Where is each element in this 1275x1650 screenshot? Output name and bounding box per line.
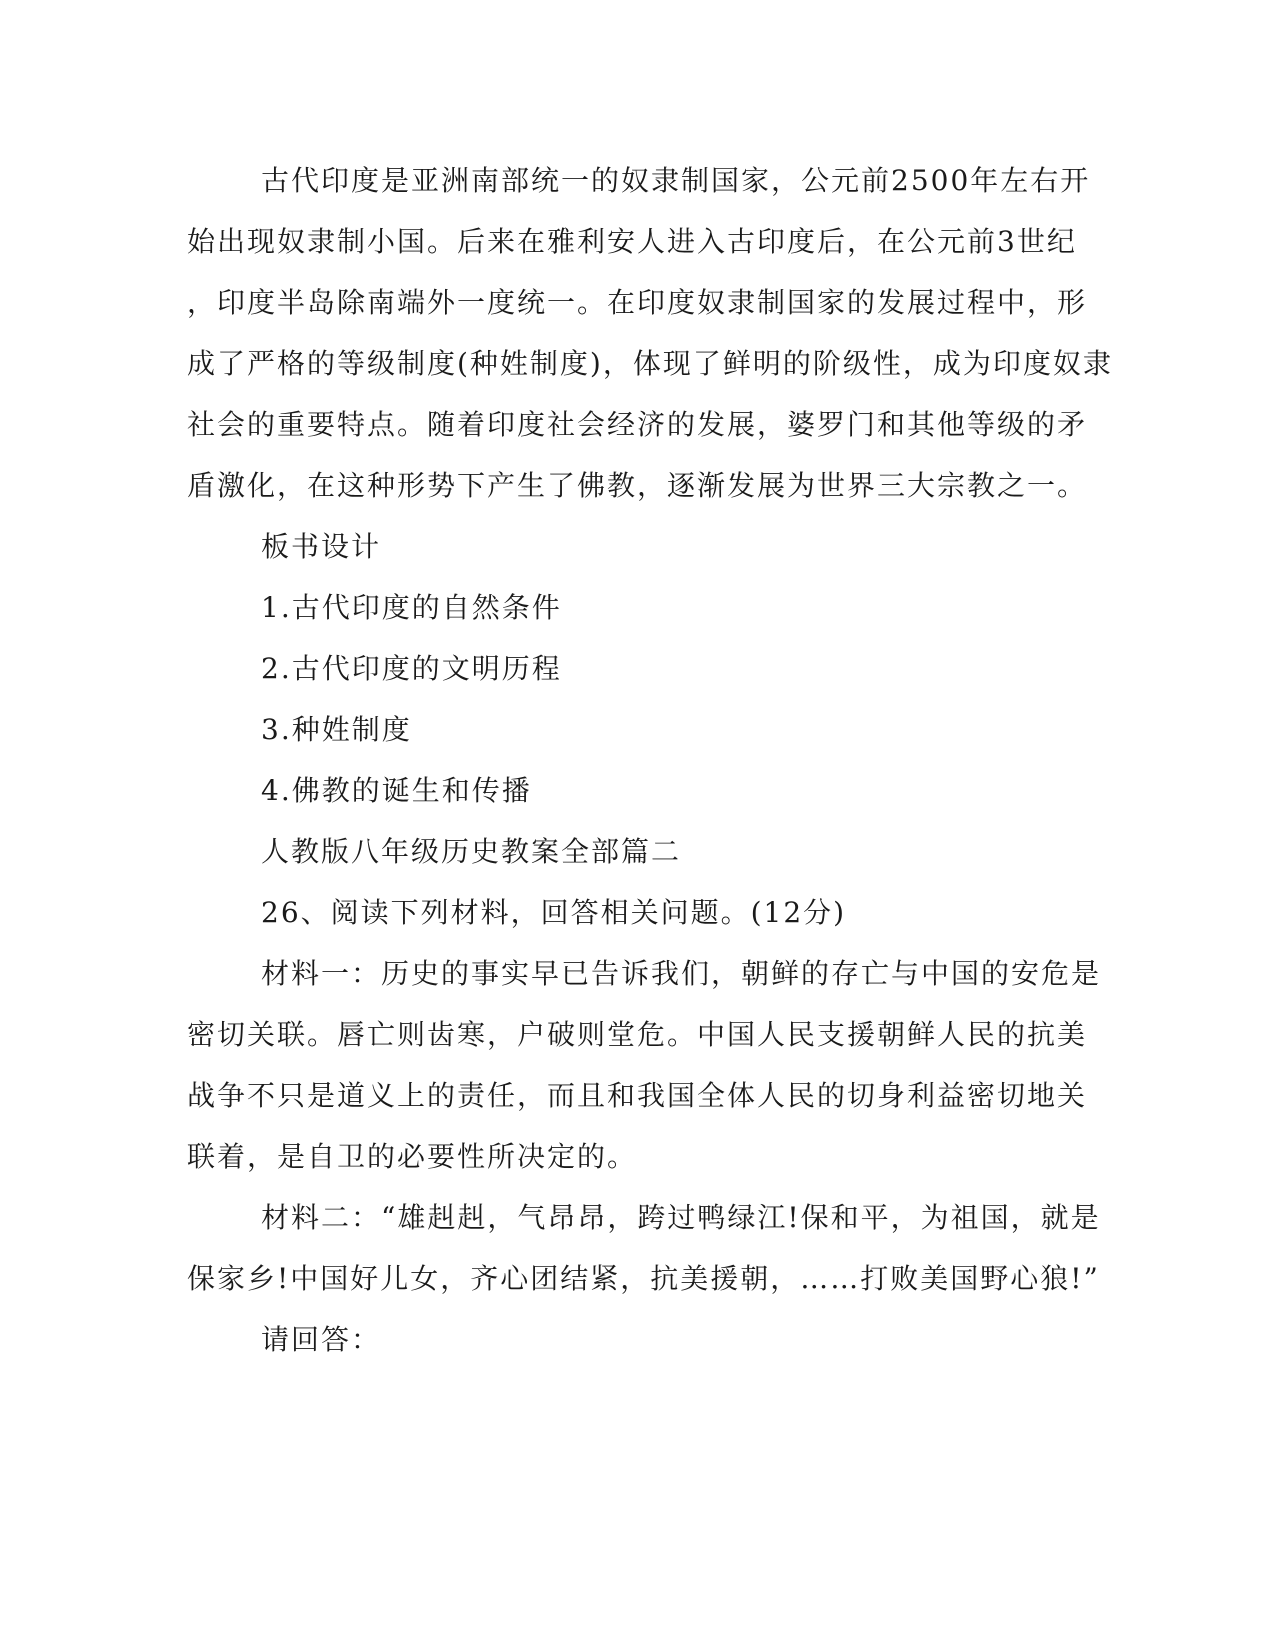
text-line: 社会的重要特点。随着印度社会经济的发展，婆罗门和其他等级的矛 (187, 408, 1088, 441)
board-design-list (187, 577, 1087, 821)
text-line: 密切关联。唇亡则齿寒，户破则堂危。中国人民支援朝鲜人民的抗美 (187, 1018, 1088, 1051)
list-item: 4.佛教的诞生和传播 (261, 774, 532, 807)
text-line: 成了严格的等级制度(种姓制度)，体现了鲜明的阶级性，成为印度奴隶 (187, 347, 1113, 380)
text-line: 联着，是自卫的必要性所决定的。 (187, 1140, 638, 1173)
text-line: 盾激化，在这种形势下产生了佛教，逐渐发展为世界三大宗教之一。 (187, 469, 1088, 502)
material-one (187, 943, 1102, 1187)
list-item: 2.古代印度的文明历程 (261, 652, 562, 685)
section-title: 人教版八年级历史教案全部篇二 (261, 835, 682, 868)
board-design-heading: 板书设计 (261, 530, 382, 563)
text-line: 战争不只是道义上的责任，而且和我国全体人民的切身利益密切地关 (187, 1079, 1088, 1112)
material-two (187, 1187, 1101, 1309)
text-line: 古代印度是亚洲南部统一的奴隶制国家，公元前2500年左右开 (261, 164, 1091, 197)
text-line: 材料二：“雄赳赳，气昂昂，跨过鸭绿江!保和平，为祖国，就是 (261, 1201, 1101, 1234)
text-line: ，印度半岛除南端外一度统一。在印度奴隶制国家的发展过程中，形 (187, 286, 1088, 319)
text-line: 材料一：历史的事实早已告诉我们，朝鲜的存亡与中国的安危是 (261, 957, 1102, 990)
question-heading: 26、阅读下列材料，回答相关问题。(12分) (261, 896, 847, 929)
list-item: 3.种姓制度 (261, 713, 412, 746)
paragraph-ancient-india (187, 150, 1113, 516)
text-line: 保家乡!中国好儿女，齐心团结紧，抗美援朝，……打败美国野心狼!” (187, 1262, 1100, 1295)
list-item: 1.古代印度的自然条件 (261, 591, 562, 624)
text-line: 始出现奴隶制小国。后来在雅利安人进入古印度后，在公元前3世纪 (187, 225, 1077, 258)
answer-prompt: 请回答： (261, 1323, 382, 1356)
document-body (187, 150, 1113, 1370)
